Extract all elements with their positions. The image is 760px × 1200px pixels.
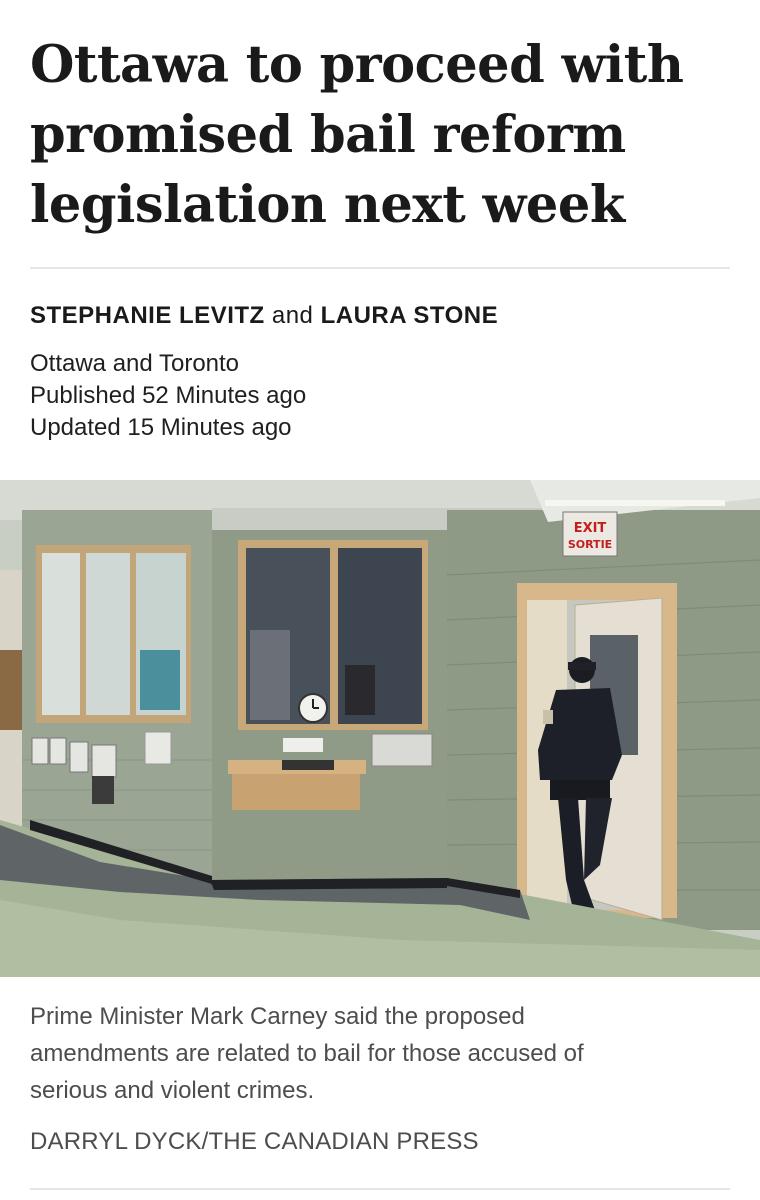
exit-sign-text: EXIT (573, 521, 607, 536)
headline (30, 30, 730, 240)
headline-line: legislation next week (30, 175, 625, 235)
caption-line: Prime Minister Mark Carney said the proposed (30, 1003, 525, 1030)
byline-conjunction: and (271, 302, 314, 329)
dateline: Ottawa and Toronto (30, 350, 240, 377)
byline (30, 302, 498, 330)
divider (30, 1188, 730, 1190)
article-photo[interactable] (0, 480, 760, 977)
caption-line: amendments are related to bail for those accused of (30, 1040, 584, 1067)
sortie-sign-text: SORTIE (567, 538, 613, 551)
published-time: Published 52 Minutes ago (30, 382, 307, 409)
updated-time: Updated 15 Minutes ago (30, 414, 292, 441)
article-meta (30, 348, 306, 444)
author-link[interactable]: STEPHANIE LEVITZ (30, 302, 265, 329)
photo-credit: DARRYL DYCK/THE CANADIAN PRESS (30, 1128, 479, 1155)
photo-caption (30, 998, 730, 1109)
headline-line: Ottawa to proceed with (30, 35, 684, 95)
caption-line: serious and violent crimes. (30, 1077, 315, 1104)
author-link[interactable]: LAURA STONE (320, 302, 499, 329)
headline-line: promised bail reform (30, 105, 626, 165)
divider (30, 267, 730, 269)
